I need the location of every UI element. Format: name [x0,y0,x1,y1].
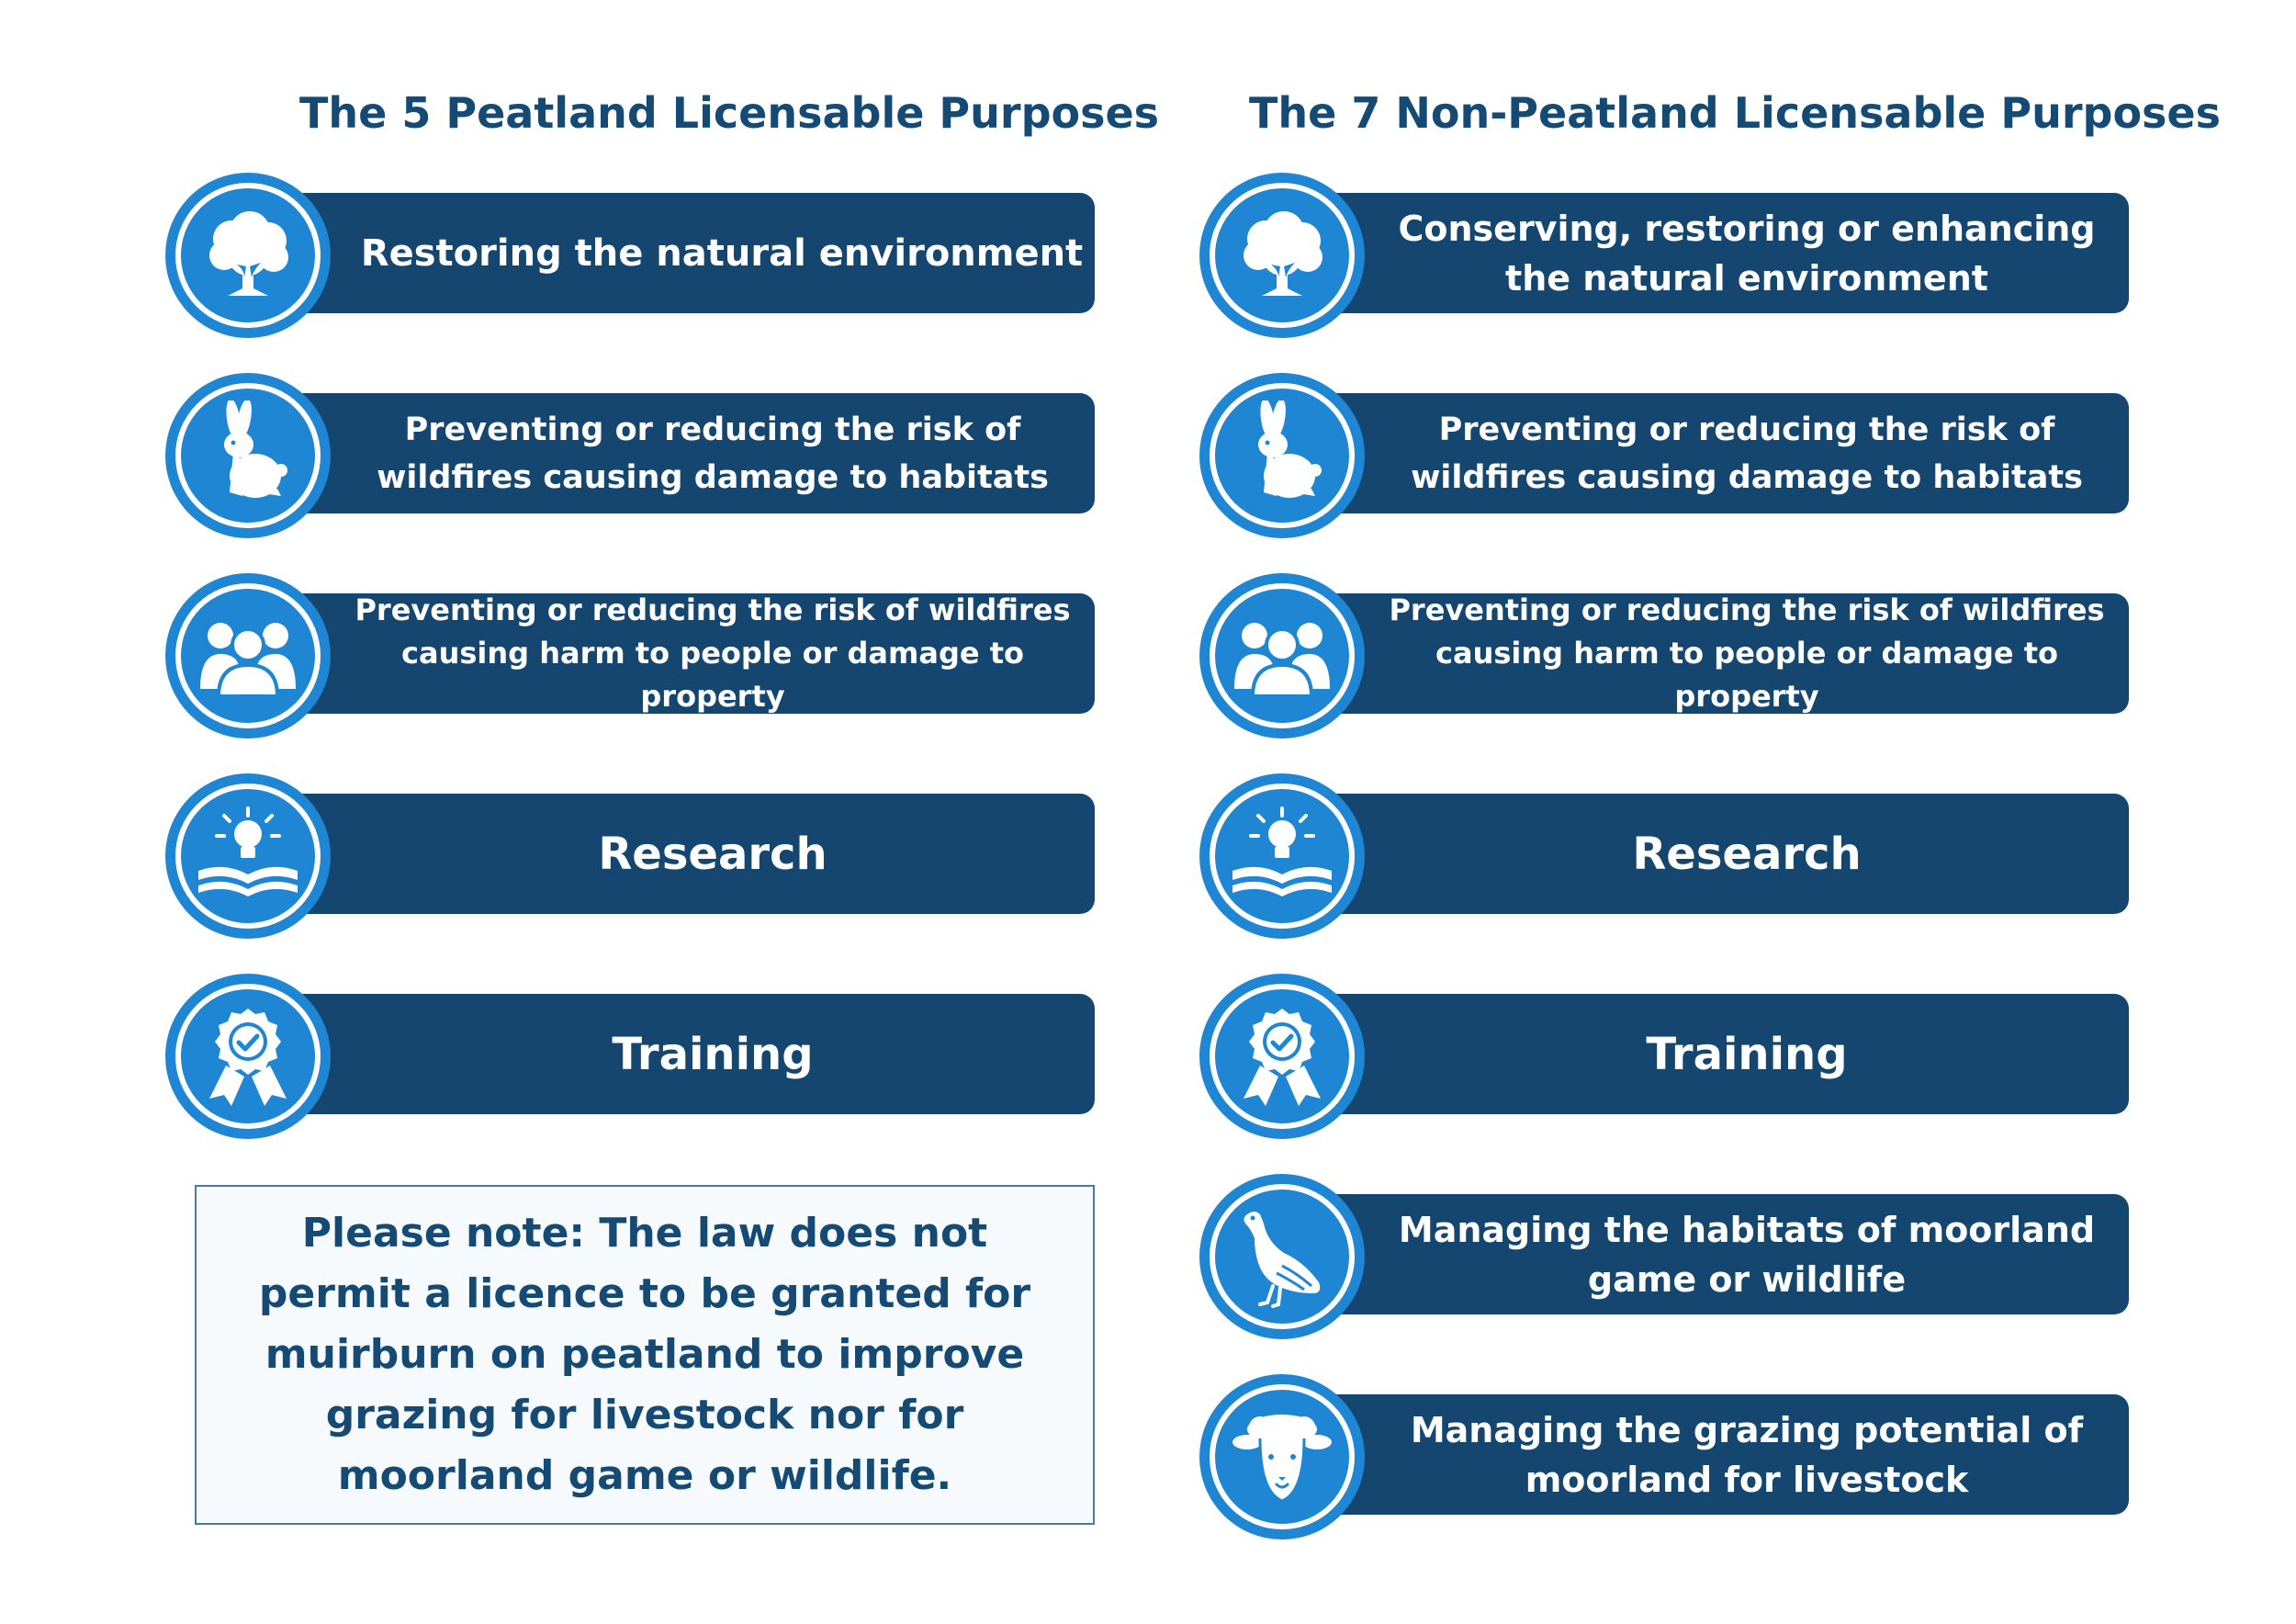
pill [276,193,1095,313]
sheep-icon [1199,1374,1365,1539]
right-item-5 [1199,974,2129,1139]
note-text: Please note: The law does not permit a licence to be granted for muirburn on peatland to improve grazing for livestock nor for moorland game or wildlife. [258,1210,1031,1499]
people-icon [165,573,331,739]
pill [1310,393,2129,513]
pill [1310,593,2129,714]
item-label: Training [1646,1028,1848,1080]
left-item-5 [165,974,1095,1139]
grouse-icon [1199,1174,1365,1339]
item-label: Conserving, restoring or enhancing the natural environment [1398,208,2096,299]
right-item-4 [1199,773,2129,939]
tree-icon [165,173,331,338]
pill [276,593,1095,714]
pill [276,994,1095,1114]
item-label: Restoring the natural environment [360,231,1084,275]
item-label: Preventing or reducing the risk of wildfires causing harm to people or damage to property [1389,592,2105,714]
left-item-3 [165,573,1095,739]
pill [276,393,1095,513]
pill [1310,994,2129,1114]
lightbulb-book-icon [165,773,331,939]
lightbulb-book-icon [1199,773,1365,939]
item-label: Managing the grazing potential of moorland for livestock [1410,1409,2084,1500]
people-icon [1199,573,1365,739]
pill [276,794,1095,914]
right-heading: The 7 Non-Peatland Licensable Purposes [1249,88,2221,138]
pill [1310,1394,2129,1515]
rabbit-icon [165,373,331,538]
pill [1310,1194,2129,1314]
peatland-note [195,1185,1095,1525]
pill [1310,794,2129,914]
item-label: Research [598,828,827,880]
tree-icon [1199,173,1365,338]
left-item-4 [165,773,1095,939]
left-item-2 [165,373,1095,538]
award-ribbon-icon [165,974,331,1139]
item-label: Research [1632,828,1862,880]
left-heading: The 5 Peatland Licensable Purposes [299,88,1160,138]
right-item-1 [1199,173,2129,338]
award-ribbon-icon [1199,974,1365,1139]
item-label: Preventing or reducing the risk of wildfires causing damage to habitats [1411,411,2083,496]
pill [1310,193,2129,313]
item-label: Preventing or reducing the risk of wildfires causing harm to people or damage to property [355,592,1071,714]
right-item-2 [1199,373,2129,538]
right-item-6 [1199,1174,2129,1339]
right-item-7 [1199,1374,2129,1539]
right-item-3 [1199,573,2129,739]
item-label: Training [612,1028,814,1080]
rabbit-icon [1199,373,1365,538]
item-label: Preventing or reducing the risk of wildfires causing damage to habitats [377,411,1049,496]
item-label: Managing the habitats of moorland game or wildlife [1398,1209,2096,1300]
left-item-1 [165,173,1095,338]
